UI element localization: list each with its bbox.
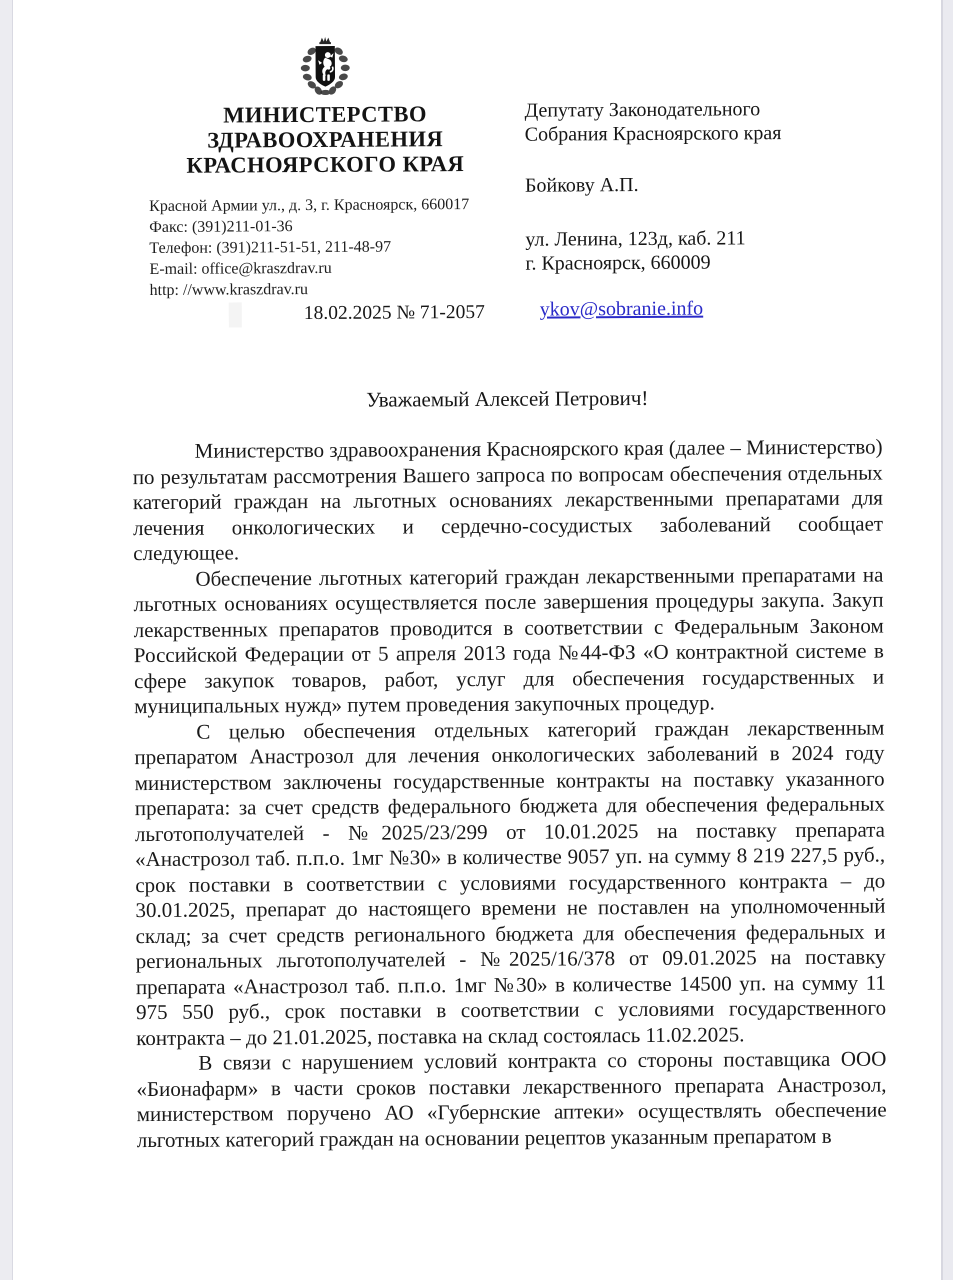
- ministry-fax: Факс: (391)211-01-36: [149, 218, 293, 236]
- recipient-email-link[interactable]: ykov@sobranie.info: [539, 297, 704, 321]
- body-paragraph: С целью обеспечения отдельных категорий граждан лекарственным препаратом Анастрозол для лечения онкологических заболеваний в 2024 году министерством заключены государственные контракты на поставку указанного препарата: за счет средств федерального бюджета для обеспечения федеральных льготополучателей - №2025/23/299 от 10.01.2025 на поставку препарата «Анастрозол таб. п.п.о. 1мг №30» в количестве 9057 уп. на сумму 8 219 227,5 руб., срок поставки в соответствии с условиями государственного контракта – до 30.01.2025, препарат до настоящего времени не поставлен на уполномоченный склад; за счет средств регионального бюджета для обеспечения федеральных и региональных льготополучателей - №2025/16/378 от 09.01.2025 на поставку препарата «Анастрозол таб. п.п.о. 1мг №30» в количестве 14500 уп. на сумму 11 975 550 руб., срок поставки в соответствии с условиями государственного контракта – до 21.01.2025, поставка на склад состоялась 11.02.2025.: [134, 715, 887, 1050]
- body-paragraph: В связи с нарушением условий контракта со стороны поставщика ООО «Бионафарм» в части сроков поставки лекарственного препарата Анастрозол, министерством поручено АО «Губернские аптеки» осуществлять обеспечение льготных категорий граждан на основании рецептов указанным препаратом в: [136, 1046, 887, 1152]
- ministry-name-line: ЗДРАВООХРАНЕНИЯ: [207, 126, 444, 153]
- recipient-name: Бойкову А.П.: [524, 174, 639, 197]
- ministry-contact-block: [149, 194, 510, 301]
- body-paragraph: Обеспечение льготных категорий граждан лекарственными препаратами на льготных основаниях осуществляется после завершения процедуры закупа. Закуп лекарственных препаратов проводится в соответствии с Федеральным Законом Российской Федерации от 5 апреля 2013 года №44-ФЗ «О контрактной системе в сфере закупок товаров, работ, услуг для обеспечения государственных и муниципальных нужд» путем проведения закупочных процедур.: [133, 562, 885, 719]
- salutation: Уважаемый Алексей Петрович!: [366, 385, 649, 412]
- recipient-title-line: Депутату Законодательного: [524, 98, 761, 122]
- photo-edge-right: [941, 0, 953, 1280]
- document-date-number: 18.02.2025 № 71-2057: [303, 301, 485, 325]
- ministry-street-address: Красной Армии ул., д. 3, г. Красноярск, 660017: [149, 196, 470, 215]
- redaction-mark: [229, 302, 242, 327]
- recipient-block: [524, 97, 865, 276]
- body-paragraph: Министерство здравоохранения Красноярского края (далее – Министерство) по результатам рассмотрения Вашего запроса по вопросам обеспечения отдельных категорий граждан на льготных основаниях лекарственными препаратами для лечения онкологических и сердечно-сосудистых заболеваний сообщает следующее.: [132, 434, 884, 566]
- ministry-name-line: МИНИСТЕРСТВО: [223, 101, 428, 128]
- recipient-address-line: ул. Ленина, 123д, каб. 211: [525, 227, 746, 251]
- ministry-email: E-mail: office@kraszdrav.ru: [149, 259, 332, 278]
- recipient-address-line: г. Красноярск, 660009: [525, 251, 711, 275]
- ministry-name: [127, 101, 522, 178]
- letter-body: [133, 435, 887, 1154]
- recipient-title-line: Собрания Красноярского края: [524, 122, 782, 146]
- ministry-website: http: //www.kraszdrav.ru: [149, 281, 309, 299]
- photo-edge-left: [0, 0, 13, 1280]
- coat-of-arms-icon: [296, 34, 354, 106]
- ministry-name-line: КРАСНОЯРСКОГО КРАЯ: [186, 151, 465, 178]
- ministry-phone: Телефон: (391)211-51-51, 211-48-97: [149, 238, 392, 257]
